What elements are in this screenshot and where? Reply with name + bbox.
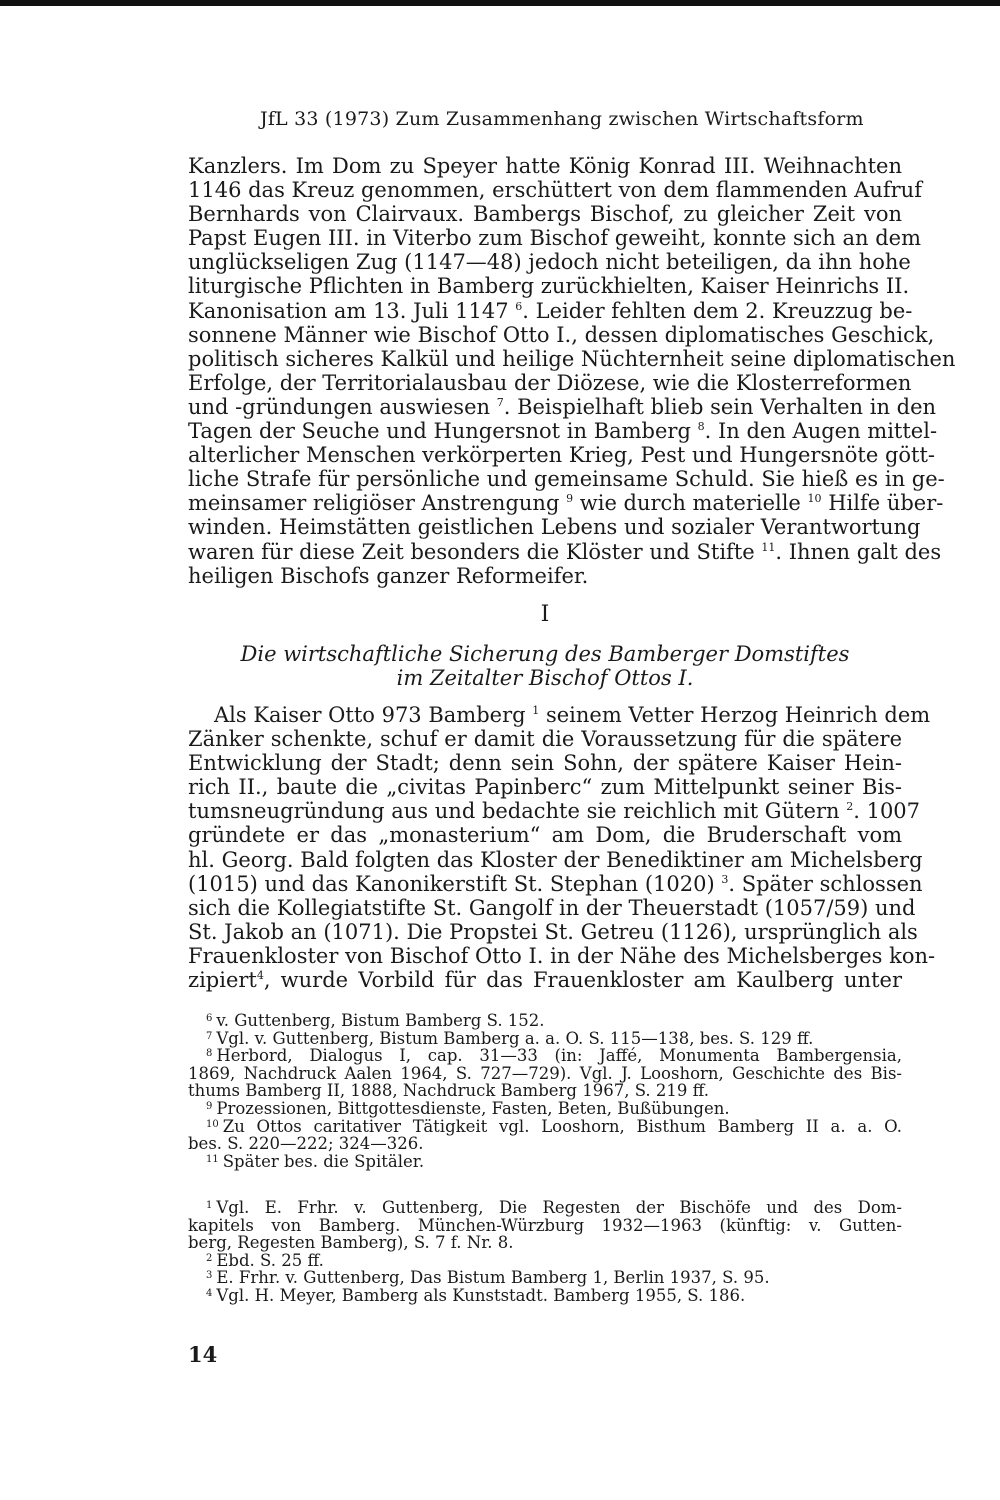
footnote-ref[interactable]: 10: [807, 492, 822, 506]
footnote-ref[interactable]: 4: [256, 969, 264, 983]
text-line: politisch sicheres Kalkül und heilige Nüchternheit seine diplomatischen: [188, 346, 956, 371]
text-line: Frauenkloster von Bischof Otto I. in der Nähe des Michelsberges kon-: [188, 943, 936, 968]
text-segment: und -gründungen auswiesen: [188, 394, 491, 419]
text-line: sich die Kollegiatstifte St. Gangolf in der Theuerstadt (1057/59) und: [188, 895, 916, 920]
text-line: [188, 539, 942, 564]
footnote-ref[interactable]: 11: [761, 540, 776, 554]
text-segment: . In den Augen mittel-: [704, 419, 938, 444]
text-line: rich II., baute die „civitas Papinberc“ zum Mittelpunkt seiner Bis-: [188, 775, 902, 800]
text-line: [188, 419, 938, 444]
footnote-number: 10: [206, 1118, 219, 1130]
text-line: sonnene Männer wie Bischof Otto I., dessen diplomatisches Geschick,: [188, 322, 935, 347]
footnote-text: Ebd. S. 25 ff.: [216, 1250, 324, 1270]
text-segment: . 1007: [853, 799, 921, 824]
footnote: [188, 1012, 902, 1030]
footnote-text: Prozessionen, Bittgottesdienste, Fasten, Beten, Bußübungen.: [216, 1098, 730, 1118]
footnote-number: 6: [206, 1013, 213, 1024]
footnote-text: Vgl. H. Meyer, Bamberg als Kunststadt. Bamberg 1955, S. 186.: [216, 1285, 746, 1305]
scan-top-edge: [0, 0, 1000, 6]
footnote-number: 8: [206, 1048, 213, 1060]
text-segment: wie durch materielle: [573, 491, 808, 516]
text-segment: tumsneugründung aus und bedachte sie reichlich mit Gütern: [188, 799, 840, 824]
footnote-number: 11: [206, 1153, 219, 1165]
footnote-number: 3: [206, 1270, 213, 1282]
text-line: gründete er das „monasterium“ am Dom, die Bruderschaft vom: [188, 823, 902, 848]
text-line: [188, 871, 923, 896]
text-segment: meinsamer religiöser Anstrengung: [188, 491, 560, 516]
footnote-ref[interactable]: 3: [721, 872, 729, 886]
footnote: [188, 1047, 902, 1065]
paragraph-continued: [188, 154, 956, 588]
text-line: Erfolge, der Territorialausbau der Diözese, wie die Klosterreformen: [188, 370, 912, 395]
footnote-text: Vgl. v. Guttenberg, Bistum Bamberg a. a. O. S. 115—138, bes. S. 129 ff.: [216, 1028, 814, 1048]
text-segment: . Ihnen galt des: [775, 539, 942, 564]
footnote: [188, 1118, 902, 1136]
footnote-ref[interactable]: 9: [566, 492, 574, 506]
text-segment: zipiert: [188, 968, 257, 993]
footnote: [188, 1100, 902, 1118]
text-line: St. Jakob an (1071). Die Propstei St. Getreu (1126), ursprünglich als: [188, 919, 918, 944]
text-line: Bernhards von Clairvaux. Bambergs Bischof, zu gleicher Zeit von: [188, 202, 902, 227]
footnotes-section: [188, 1199, 902, 1305]
footnote-text: E. Frhr. v. Guttenberg, Das Bistum Bamberg 1, Berlin 1937, S. 95.: [216, 1268, 770, 1288]
text-line: Entwicklung der Stadt; denn sein Sohn, der spätere Kaiser Hein-: [188, 751, 902, 776]
text-line: Kanzlers. Im Dom zu Speyer hatte König Konrad III. Weihnachten: [188, 154, 902, 178]
footnote-continuation: thums Bamberg II, 1888, Nachdruck Bamberg 1967, S. 219 ff.: [188, 1081, 710, 1101]
text-segment: Tagen der Seuche und Hungersnot in Bamberg: [188, 419, 691, 444]
footnote-ref[interactable]: 1: [532, 704, 540, 717]
text-line: [188, 968, 902, 992]
text-line: hl. Georg. Bald folgten das Kloster der Benediktiner am Michelsberg: [188, 847, 923, 872]
text-line: liturgische Pflichten in Bamberg zurückhielten, Kaiser Heinrichs II.: [188, 274, 910, 299]
footnote-number: 7: [206, 1030, 213, 1042]
text-line: Zänker schenkte, schuf er damit die Voraussetzung für die spätere: [188, 727, 902, 752]
footnote-continuation: berg, Regesten Bamberg), S. 7 f. Nr. 8.: [188, 1233, 514, 1253]
footnote: [188, 1269, 902, 1287]
footnote: [188, 1252, 902, 1270]
text-segment: . Leider fehlten dem 2. Kreuzzug be-: [522, 298, 913, 323]
footnote-continuation: bes. S. 220—222; 324—326.: [188, 1134, 424, 1154]
text-line: [188, 298, 913, 323]
section-paragraph: [188, 703, 936, 993]
text-line: [188, 491, 944, 516]
section-title-line: Die wirtschaftliche Sicherung des Bamberger Domstiftes: [240, 642, 850, 666]
footnote-text: Zu Ottos caritativer Tätigkeit vgl. Looshorn, Bisthum Bamberg II a. a. O.: [222, 1116, 902, 1136]
text-segment: Als Kaiser Otto 973 Bamberg: [214, 703, 526, 727]
text-line: [188, 799, 921, 824]
text-segment: . Beispielhaft blieb sein Verhalten in den: [503, 394, 937, 419]
footnote-ref[interactable]: 6: [515, 299, 523, 313]
text-segment: Kanonisation am 13. Juli 1147: [188, 298, 509, 323]
footnote-ref[interactable]: 8: [697, 420, 705, 434]
footnote-ref[interactable]: 2: [846, 800, 854, 814]
footnote-text: Herbord, Dialogus I, cap. 31—33 (in: Jaffé, Monumenta Bambergensia,: [216, 1046, 902, 1066]
text-segment: . Später schlossen: [728, 871, 923, 896]
footnote-number: 2: [206, 1252, 213, 1264]
text-segment: (1015) und das Kanonikerstift St. Stephan (1020): [188, 871, 715, 896]
text-line: alterlicher Menschen verkörperten Krieg, Pest und Hungersnöte gött-: [188, 443, 936, 468]
footnote-ref[interactable]: 7: [496, 395, 504, 409]
section-numeral: I: [540, 602, 550, 627]
text-segment: Hilfe über-: [821, 491, 944, 516]
footnote: [188, 1287, 902, 1305]
text-segment: , wurde Vorbild für das Frauenkloster am Kaulberg unter: [263, 968, 902, 993]
footnotes-previous: [188, 1012, 902, 1170]
text-line: [188, 394, 937, 419]
footnote-number: 4: [206, 1287, 213, 1299]
text-line: 1146 das Kreuz genommen, erschüttert von dem flammenden Aufruf: [188, 178, 922, 203]
text-line: Papst Eugen III. in Viterbo zum Bischof geweiht, konnte sich an dem: [188, 226, 922, 251]
text-line: liche Strafe für persönliche und gemeinsame Schuld. Sie hieß es in ge-: [188, 467, 945, 492]
text-segment: waren für diese Zeit besonders die Klöster und Stifte: [188, 539, 755, 564]
text-segment: seinem Vetter Herzog Heinrich dem: [539, 703, 931, 727]
footnote-text: Später bes. die Spitäler.: [222, 1151, 425, 1171]
text-line: unglückseligen Zug (1147—48) jedoch nicht beteiligen, da ihn hohe: [188, 250, 911, 275]
footnote: [188, 1030, 902, 1048]
running-header: JfL 33 (1973) Zum Zusammenhang zwischen Wirtschaftsform: [260, 108, 864, 130]
text-line: winden. Heimstätten geistlichen Lebens und sozialer Verantwortung: [188, 515, 921, 540]
footnote-text: Vgl. E. Frhr. v. Guttenberg, Die Regesten der Bischöfe und des Dom-: [216, 1198, 902, 1217]
footnote: [188, 1199, 902, 1217]
section-title: [188, 642, 902, 690]
footnote-text: v. Guttenberg, Bistum Bamberg S. 152.: [216, 1011, 545, 1030]
footnote: [188, 1153, 902, 1171]
footnote-number: 9: [206, 1100, 213, 1112]
page-number: 14: [188, 1342, 218, 1367]
footnote-continuation: 1869, Nachdruck Aalen 1964, S. 727—729). Vgl. J. Looshorn, Geschichte des Bis-: [188, 1063, 902, 1083]
footnote-continuation: kapitels von Bamberg. München-Würzburg 1932—1963 (künftig: v. Gutten-: [188, 1215, 902, 1235]
text-line: heiligen Bischofs ganzer Reformeifer.: [188, 563, 589, 588]
text-line: [188, 703, 931, 727]
section-title-line: im Zeitalter Bischof Ottos I.: [396, 666, 694, 690]
footnote-number: 1: [206, 1200, 213, 1211]
